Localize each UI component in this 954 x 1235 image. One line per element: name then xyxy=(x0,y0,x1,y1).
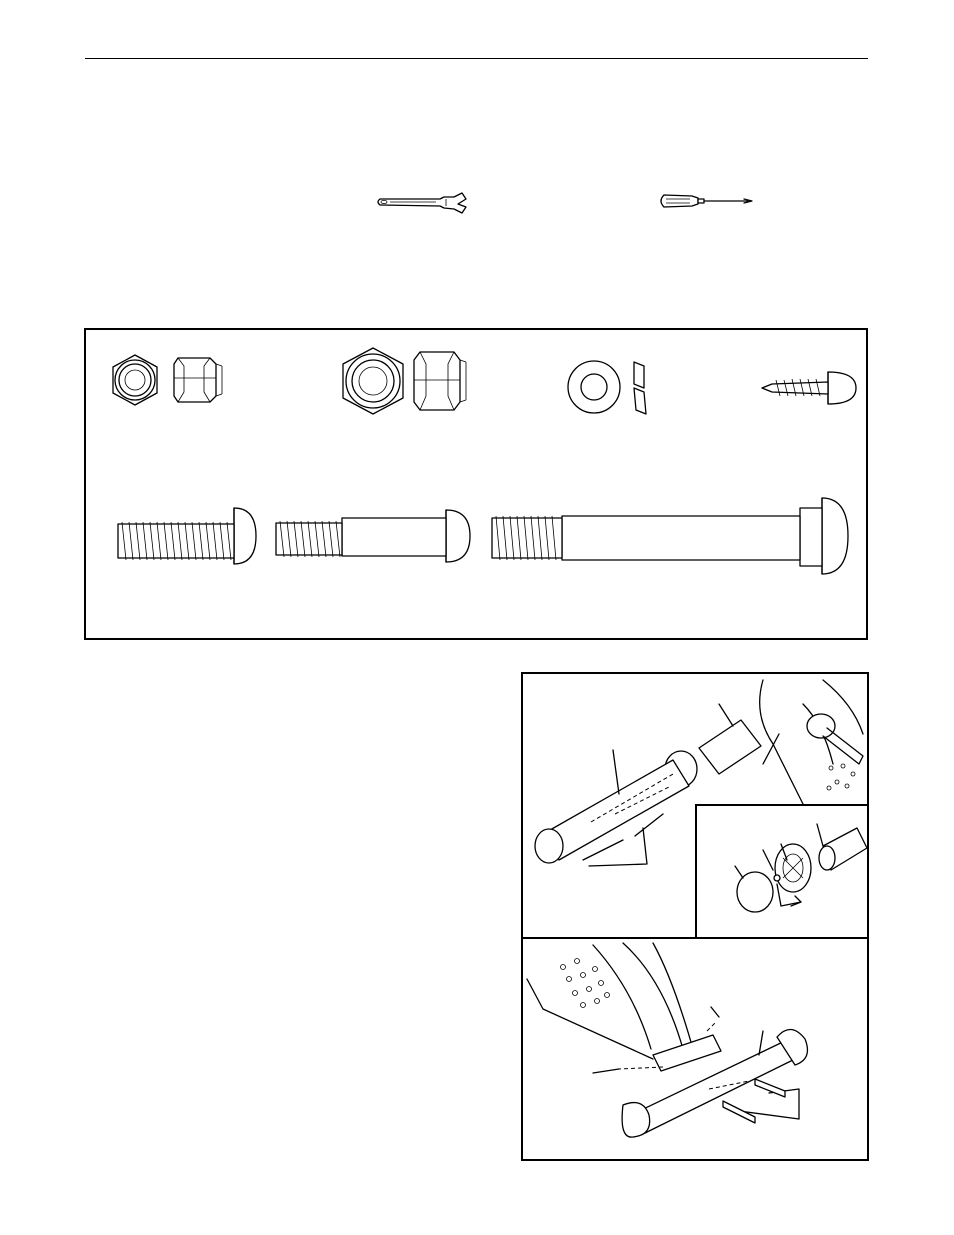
screw-icon xyxy=(762,372,856,404)
split-washer-icon xyxy=(568,361,646,414)
parts-chart xyxy=(84,328,868,640)
small-locknut-icon xyxy=(113,355,222,405)
end-cap-detail-figure xyxy=(695,804,869,938)
large-locknut-icon xyxy=(343,348,466,414)
shoulder-bolt-icon xyxy=(276,510,470,562)
header-rule xyxy=(85,58,868,59)
long-shoulder-bolt-icon xyxy=(492,498,848,574)
short-button-bolt-icon xyxy=(118,508,256,564)
screwdriver-icon xyxy=(656,193,756,209)
rear-stabilizer-figure xyxy=(521,937,869,1161)
wrench-icon xyxy=(374,190,470,214)
